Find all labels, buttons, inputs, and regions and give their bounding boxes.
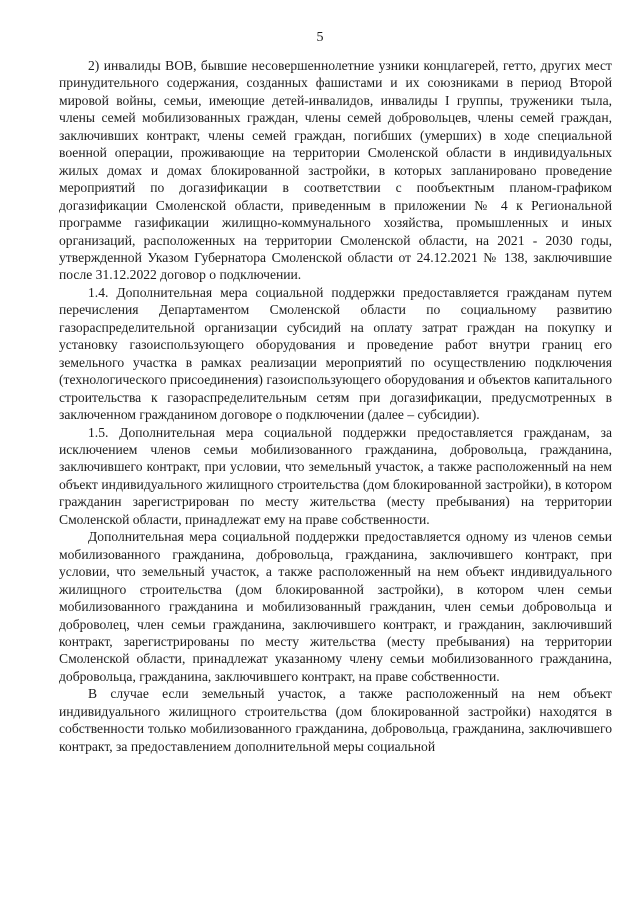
paragraph-item-2-beneficiaries: 2) инвалиды ВОВ, бывшие несовершеннолетние узники концлагерей, гетто, других мест принудительного содержания, созданных фашистами и их союзниками в период Второй мировой войны, семьи, имеющие детей-инвалидов, инвалиды I группы, труженики тыла, члены семей мобилизованных граждан, члены семей добровольцев, члены семей граждан, заключивших контракт, члены семей граждан, погибших (умерших) в ходе специальной военной операции, проживающие на территории Смоленской области в индивидуальных жилых домах и домах блокированной застройки, в которых запланировано проведение мероприятий по догазификации в соответствии с пообъектным планом-графиком догазификации Смоленской области, приведенным в приложении № 4 к Региональной программе газификации жилищно-коммунального хозяйства, промышленных и иных организаций, расположенных на территории Смоленской области, на 2021 - 2030 годы, утвержденной Указом Губернатора Смоленской области от 24.12.2021 № 138, заключившие после 31.12.2022 договор о подключении. [59,58,612,283]
document-body [59,57,612,755]
paragraph-family-member-condition: Дополнительная мера социальной поддержки предоставляется одному из членов семьи мобилизованного гражданина, добровольца, гражданина, заключившего контракт, при условии, что земельный участок, а также расположенный на нем объект индивидуального жилищного строительства (дом блокированной застройки), в котором член семьи мобилизованного гражданина и мобилизованный гражданин, член семьи добровольца и доброволец, член семьи гражданина, заключившего контракт, и гражданин, заключивший контракт, зарегистрированы по месту жительства (месту пребывания) на территории Смоленской области, принадлежат указанному члену семьи мобилизованного гражданина, добровольца, гражданина, заключившего контракт, на праве собственности. [59,529,612,684]
page-number: 5 [316,30,324,45]
paragraph-1-4-subsidy-method: 1.4. Дополнительная мера социальной поддержки предоставляется гражданам путем перечисления Департаментом Смоленской области по социальному развитию газораспределительной организации субсидий на оплату затрат граждан на покупку и установку газоиспользующего оборудования и проведение работ внутри границ его земельного участка в рамках реализации мероприятий по осуществлению подключения (технологического присоединения) газоиспользующего оборудования и объектов капитального строительства к газораспределительным сетям при догазификации, предусмотренных в заключенном гражданином договоре о подключении (далее – субсидии). [59,284,612,423]
paragraph-sole-ownership-case: В случае если земельный участок, а также расположенный на нем объект индивидуального жилищного строительства (дом блокированной застройки) находятся в собственности только мобилизованного гражданина, добровольца, гражданина, заключившего контракт, за предоставлением дополнительной меры социальной [59,686,612,754]
paragraph-1-5-ownership-condition: 1.5. Дополнительная мера социальной поддержки предоставляется гражданам, за исключением членов семьи мобилизованного гражданина, добровольца, гражданина, заключившего контракт, при условии, что земельный участок, а также расположенный на нем объект индивидуального жилищного строительства (дом блокированной застройки), в котором гражданин зарегистрирован по месту жительства (месту пребывания) на территории Смоленской области, принадлежат ему на праве собственности. [59,424,612,527]
